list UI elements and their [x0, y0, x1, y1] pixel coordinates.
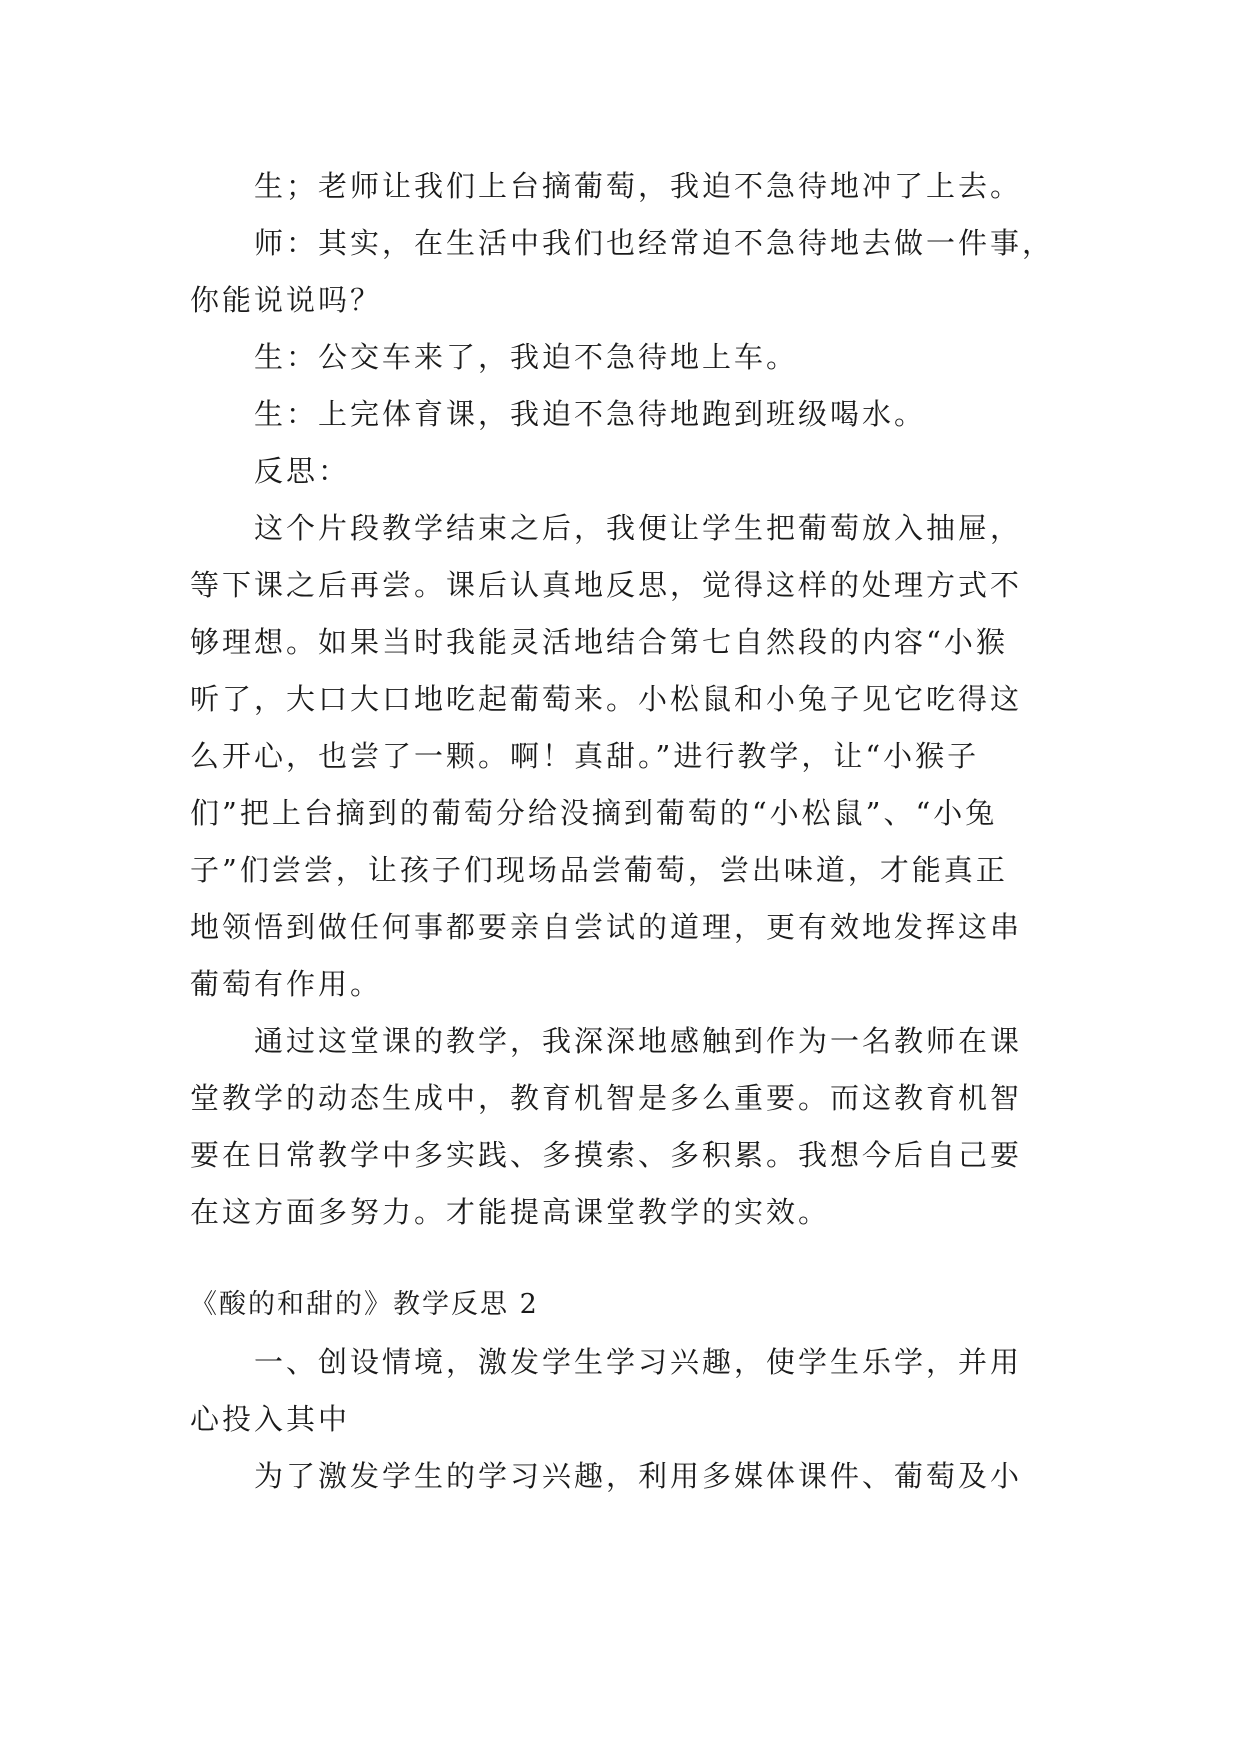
text-line: 通过这堂课的教学，我深深地感触到作为一名教师在课 [254, 1024, 1023, 1058]
text-line: 这个片段教学结束之后，我便让学生把葡萄放入抽屉， [254, 511, 1023, 545]
text-line: 么开心，也尝了一颗。啊！真甜。”进行教学，让“小猴子 [190, 739, 980, 773]
text-line: 生；老师让我们上台摘葡萄，我迫不急待地冲了上去。 [254, 169, 1023, 203]
text-line: 在这方面多努力。才能提高课堂教学的实效。 [190, 1195, 831, 1229]
text-line: 为了激发学生的学习兴趣，利用多媒体课件、葡萄及小 [254, 1459, 1023, 1493]
text-line: 够理想。如果当时我能灵活地结合第七自然段的内容“小猴 [190, 625, 1008, 659]
text-line: 生：上完体育课，我迫不急待地跑到班级喝水。 [254, 397, 927, 431]
text-line: 听了，大口大口地吃起葡萄来。小松鼠和小兔子见它吃得这 [190, 682, 1023, 716]
text-line: 们”把上台摘到的葡萄分给没摘到葡萄的“小松鼠”、“小兔 [190, 796, 998, 830]
text-line: 要在日常教学中多实践、多摸索、多积累。我想今后自己要 [190, 1138, 1023, 1172]
text-line: 地领悟到做任何事都要亲自尝试的道理，更有效地发挥这串 [190, 910, 1023, 944]
text-line: 心投入其中 [190, 1402, 351, 1436]
text-line: 堂教学的动态生成中，教育机智是多么重要。而这教育机智 [190, 1081, 1023, 1115]
text-line: 等下课之后再尝。课后认真地反思，觉得这样的处理方式不 [190, 568, 1023, 602]
text-line: 师：其实，在生活中我们也经常迫不急待地去做一件事， [254, 226, 1055, 260]
section-heading: 《酸的和甜的》教学反思 2 [190, 1289, 539, 1320]
text-line: 你能说说吗？ [190, 283, 383, 317]
text-line: 子”们尝尝，让孩子们现场品尝葡萄，尝出味道，才能真正 [190, 853, 1008, 887]
text-line: 生：公交车来了，我迫不急待地上车。 [254, 340, 799, 374]
text-line: 反思： [254, 454, 351, 488]
text-line: 一、创设情境，激发学生学习兴趣，使学生乐学，并用 [254, 1345, 1023, 1379]
text-line: 葡萄有作用。 [190, 967, 383, 1001]
